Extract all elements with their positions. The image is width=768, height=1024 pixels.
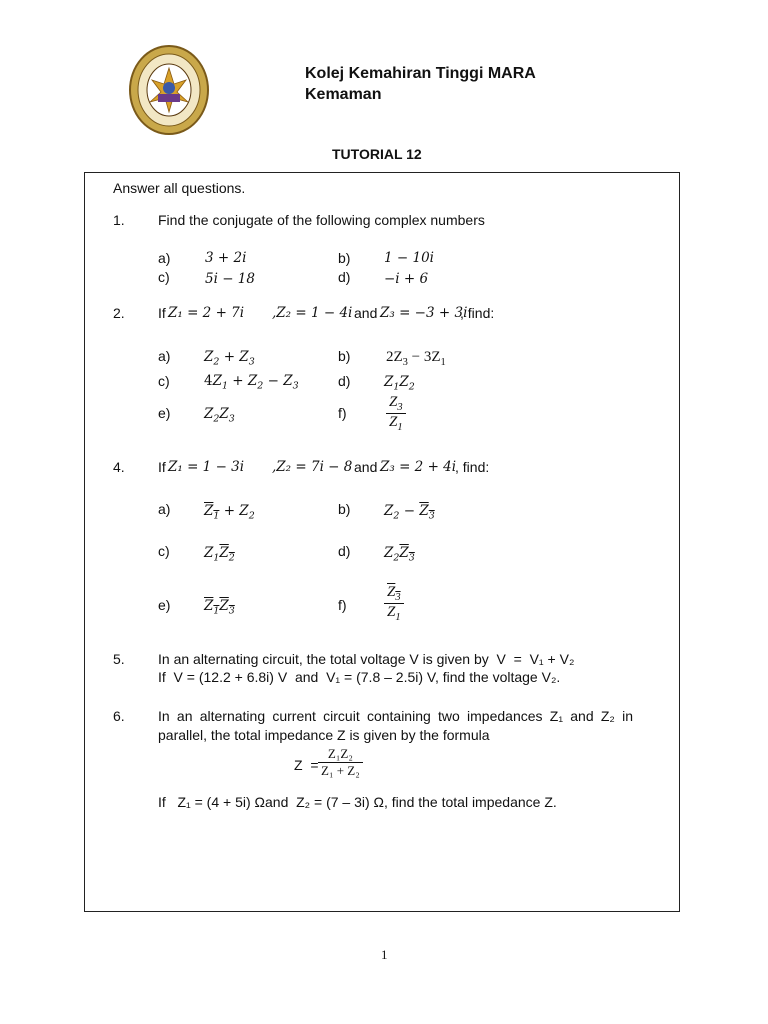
q4-c-label: c)	[158, 543, 170, 559]
q2-e-label: e)	[158, 405, 171, 421]
q1-d-expr: −i + 6	[384, 271, 429, 287]
q4-z1: Z₁ = 1 − 3i	[168, 459, 245, 475]
page-number: 1	[381, 947, 388, 962]
q5-line2: If V = (12.2 + 6.8i) V and V₁ = (7.8 – 2.5i) V, find the voltage V₂.	[158, 669, 561, 685]
q4-and: and	[354, 459, 378, 475]
q2-e-expr: $Z_2Z_3$	[204, 406, 235, 425]
q2-d-expr: $Z_1Z_2$	[384, 374, 415, 393]
q5-line1: In an alternating circuit, the total voltage V is given by V = V₁ + V₂	[158, 651, 575, 667]
q4-d-label: d)	[338, 543, 351, 559]
q6-formula-fraction	[318, 746, 363, 779]
q2-f-label: f)	[338, 405, 347, 421]
q6-line1: In an alternating current circuit containing two impedances Z₁ and Z₂ in	[158, 708, 633, 724]
q4-a-expr: $Z_1 + Z_2$	[204, 503, 255, 522]
q2-d-label: d)	[338, 373, 351, 389]
q4-find: , find:	[455, 459, 490, 475]
q2-a-expr: $Z_2 + Z_3$	[204, 349, 255, 368]
q4-e-expr: $Z_1Z_3$	[204, 598, 235, 617]
q6-line2: parallel, the total impedance Z is given by the formula	[158, 727, 490, 743]
q2-c-label: c)	[158, 373, 170, 389]
q2-number: 2.	[113, 305, 125, 321]
q1-c-label: c)	[158, 269, 170, 285]
q2-b-label: b)	[338, 348, 351, 364]
q2-f-expr: $\frac{Z_3}{Z_1}$	[386, 394, 406, 433]
q1-c-expr: 5i − 18	[205, 271, 255, 287]
q2-z3: Z₃ = −3 + 3i	[380, 305, 468, 321]
q2-and: and	[354, 305, 378, 321]
q2-if: If	[158, 305, 166, 321]
q4-z3: Z₃ = 2 + 4i	[380, 459, 457, 475]
q6-formula-lhs: Z =	[294, 757, 319, 773]
q1-a-expr: 3 + 2i	[205, 250, 247, 266]
college-logo	[128, 44, 210, 136]
q2-a-label: a)	[158, 348, 171, 364]
q1-b-expr: 1 − 10i	[384, 250, 434, 266]
institution-name-line1: Kolej Kemahiran Tinggi MARA	[305, 65, 536, 82]
q4-number: 4.	[113, 459, 125, 475]
q4-if: If	[158, 459, 166, 475]
institution-name-line2: Kemaman	[305, 86, 382, 103]
q1-a-label: a)	[158, 250, 171, 266]
tutorial-title: TUTORIAL 12	[332, 146, 422, 162]
q4-d-expr: $Z_2Z_3$	[384, 545, 415, 564]
q6-formula-numerator: Z₁Z₂	[318, 746, 363, 763]
q4-b-expr: $Z_2 - Z_3$	[384, 503, 435, 522]
q1-number: 1.	[113, 212, 125, 228]
instruction-text: Answer all questions.	[113, 180, 246, 196]
q6-line3: If Z₁ = (4 + 5i) Ωand Z₂ = (7 – 3i) Ω, find the total impedance Z.	[158, 794, 557, 810]
q4-f-expr: $\frac{Z_3}{Z_1}$	[384, 584, 404, 623]
q2-find: , find:	[460, 305, 495, 321]
q2-z1: Z₁ = 2 + 7i	[168, 305, 245, 321]
q1-text: Find the conjugate of the following complex numbers	[158, 212, 485, 228]
q4-f-label: f)	[338, 597, 347, 613]
q1-d-label: d)	[338, 269, 351, 285]
q2-z2: ,Z₂ = 1 − 4i	[272, 305, 353, 321]
q4-e-label: e)	[158, 597, 171, 613]
q4-z2: ,Z₂ = 7i − 8	[272, 459, 353, 475]
q2-b-expr: $2Z_3 - 3Z_1$	[386, 349, 446, 368]
q2-c-expr: $4Z_1 + Z_2 - Z_3$	[204, 373, 299, 392]
college-crest-icon	[128, 44, 210, 136]
q4-b-label: b)	[338, 501, 351, 517]
q5-number: 5.	[113, 651, 125, 667]
q6-formula-denominator: Z₁ + Z₂	[321, 763, 360, 778]
q4-a-label: a)	[158, 501, 171, 517]
q6-number: 6.	[113, 708, 125, 724]
q4-c-expr: $Z_1Z_2$	[204, 545, 235, 564]
q1-b-label: b)	[338, 250, 351, 266]
